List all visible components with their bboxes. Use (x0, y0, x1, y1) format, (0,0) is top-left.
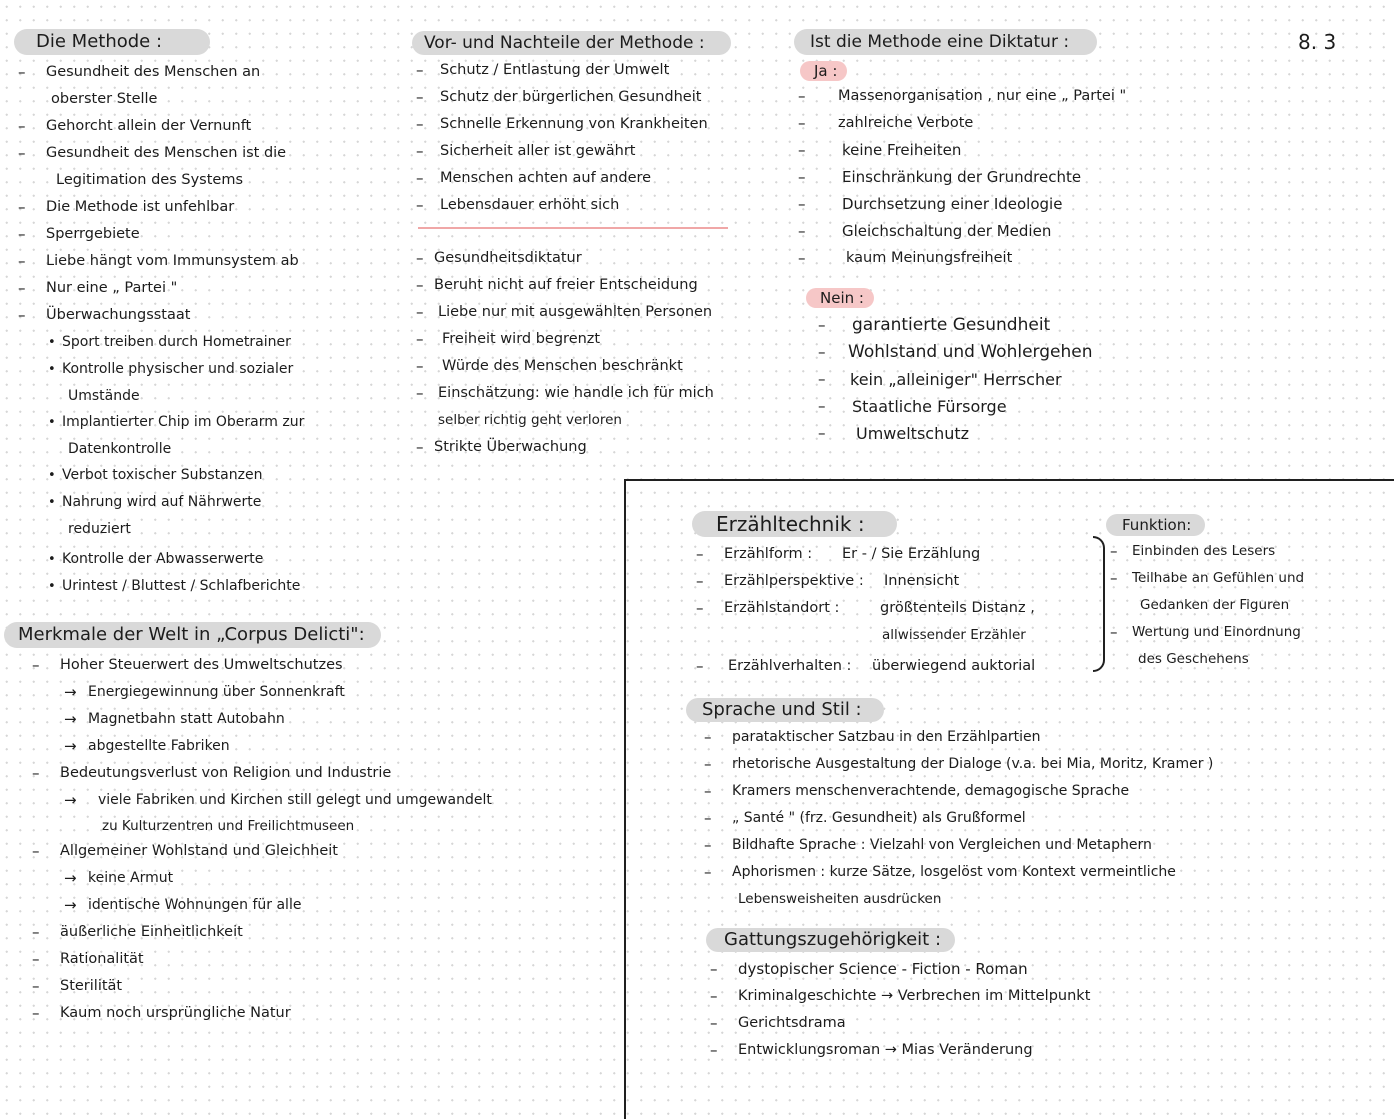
list-item (692, 568, 1092, 595)
ja-list (794, 83, 1274, 272)
funktion-title: Funktion: (1106, 514, 1205, 536)
item-value: Er - / Sie Erzählung (842, 546, 981, 562)
arrow-item: → Magnetbahn statt Autobahn (28, 706, 604, 733)
arrow-item: → viele Fabriken und Kirchen still gelegt und umgewandelt (28, 787, 604, 814)
list-item: – Wertung und Einordnung (1106, 619, 1366, 646)
list-item: – Umweltschutz (814, 420, 1274, 447)
merkmale-list (28, 652, 604, 1027)
merkmale-title: Merkmale der Welt in „Corpus Delicti": (4, 622, 381, 648)
erzaehltechnik-list (692, 541, 1092, 680)
sprache-section (686, 698, 1346, 913)
funktion-list (1106, 538, 1366, 673)
page-number: 8. 3 (1298, 30, 1337, 54)
arrow-item: → identische Wohnungen für alle (28, 892, 604, 919)
list-item: – Beruht nicht auf freier Entscheidung (412, 272, 772, 299)
list-item: – Schutz / Entlastung der Umwelt (412, 57, 772, 84)
list-item: – Würde des Menschen beschränkt (412, 353, 772, 380)
gattung-title: Gattungszugehörigkeit : (706, 928, 955, 952)
list-item: – Staatliche Fürsorge (814, 393, 1274, 420)
methode-section (14, 29, 394, 600)
arrow-item-cont: zu Kulturzentren und Freilichtmuseen (102, 818, 355, 834)
item-value: größtenteils Distanz , (880, 600, 1035, 616)
gattung-list (706, 956, 1346, 1064)
list-item: – Schnelle Erkennung von Krankheiten (412, 111, 772, 138)
list-item (692, 653, 1092, 680)
list-item: – Aphorismen : kurze Sätze, losgelöst vom Kontext vermeintliche (700, 859, 1346, 886)
list-item: – Liebe hängt vom Immunsystem ab (14, 248, 394, 275)
arrow-item: → keine Armut (28, 865, 604, 892)
gattung-section (706, 928, 1346, 1064)
list-item: – Sterilität (28, 973, 604, 1000)
list-item: – Sicherheit aller ist gewährt (412, 138, 772, 165)
list-item-cont: des Geschehens (1138, 651, 1249, 667)
list-item: – Durchsetzung einer Ideologie (794, 191, 1274, 218)
sprache-list (700, 724, 1346, 913)
list-item-cont: oberster Stelle (51, 91, 158, 107)
sub-item-cont: Datenkontrolle (68, 441, 172, 457)
list-item: – Menschen achten auf andere (412, 165, 772, 192)
nachteile-list (412, 245, 772, 461)
list-item: – Hoher Steuerwert des Umweltschutzes (28, 652, 604, 679)
list-item: – Gleichschaltung der Medien (794, 218, 1274, 245)
list-item: – Liebe nur mit ausgewählten Personen (412, 299, 772, 326)
diktatur-section (794, 29, 1274, 447)
ja-label: Ja : (800, 61, 847, 81)
sub-item: • Kontrolle der Abwasserwerte (14, 546, 394, 573)
list-item: – rhetorische Ausgestaltung der Dialoge (v.a. bei Mia, Moritz, Kramer ) (700, 751, 1346, 778)
list-item: – Bedeutungsverlust von Religion und Industrie (28, 760, 604, 787)
list-item: – Einbinden des Lesers (1106, 538, 1366, 565)
methode-title: Die Methode : (14, 29, 210, 55)
sub-item: • Urintest / Bluttest / Schlafberichte (14, 573, 394, 600)
nein-label: Nein : (806, 288, 874, 308)
list-item: – keine Freiheiten (794, 137, 1274, 164)
sub-item-cont: reduziert (68, 521, 131, 537)
list-item (692, 541, 1092, 568)
list-item: – dystopischer Science - Fiction - Roman (706, 956, 1346, 983)
sub-item: • Verbot toxischer Substanzen (14, 462, 394, 489)
arrow-item: → abgestellte Fabriken (28, 733, 604, 760)
list-item: – parataktischer Satzbau in den Erzählpartien (700, 724, 1346, 751)
item-value-cont: allwissender Erzähler (882, 627, 1026, 643)
arrow-item: → Energiegewinnung über Sonnenkraft (28, 679, 604, 706)
sub-item: • Implantierter Chip im Oberarm zur (14, 409, 394, 436)
list-item: – Schutz der bürgerlichen Gesundheit (412, 84, 772, 111)
item-label: Erzählform : (724, 546, 813, 562)
list-item: – Sperrgebiete (14, 221, 394, 248)
list-item: – garantierte Gesundheit (814, 312, 1274, 339)
list-item: – Einschränkung der Grundrechte (794, 164, 1274, 191)
list-item-cont: Legitimation des Systems (56, 172, 243, 188)
list-item: – kaum Meinungsfreiheit (794, 245, 1274, 272)
diktatur-title: Ist die Methode eine Diktatur : (794, 29, 1097, 55)
merkmale-section (4, 622, 604, 1027)
list-item: – Allgemeiner Wohlstand und Gleichheit (28, 838, 604, 865)
list-item: – äußerliche Einheitlichkeit (28, 919, 604, 946)
item-value: überwiegend auktorial (872, 658, 1036, 674)
list-item: – Bildhafte Sprache : Vielzahl von Vergleichen und Metaphern (700, 832, 1346, 859)
list-item: – Die Methode ist unfehlbar (14, 194, 394, 221)
list-item: – Entwicklungsroman → Mias Veränderung (706, 1037, 1346, 1064)
list-item (692, 595, 1092, 622)
list-item-cont: selber richtig geht verloren (438, 412, 622, 428)
item-label: Erzählverhalten : (728, 658, 852, 674)
list-item: – Gerichtsdrama (706, 1010, 1346, 1037)
list-item: – Nur eine „ Partei " (14, 275, 394, 302)
item-label: Erzählperspektive : (724, 573, 864, 589)
list-item-cont: Gedanken der Figuren (1140, 597, 1290, 613)
list-item: – Strikte Überwachung (412, 434, 772, 461)
item-label: Erzählstandort : (724, 600, 840, 616)
list-item: – Freiheit wird begrenzt (412, 326, 772, 353)
nein-list (814, 312, 1274, 447)
list-item: – Lebensdauer erhöht sich (412, 192, 772, 219)
list-item-cont: Lebensweisheiten ausdrücken (738, 891, 942, 907)
vornach-title: Vor- und Nachteile der Methode : (412, 31, 731, 55)
list-item: – kein „alleiniger" Herrscher (814, 366, 1274, 393)
erzaehltechnik-section (692, 511, 1092, 680)
list-item: – Überwachungsstaat (14, 302, 394, 329)
list-item: – zahlreiche Verbote (794, 110, 1274, 137)
list-item: – Wohlstand und Wohlergehen (814, 339, 1274, 366)
sub-item: • Sport treiben durch Hometrainer (14, 329, 394, 356)
sub-item: • Nahrung wird auf Nährwerte (14, 489, 394, 516)
list-item: – Rationalität (28, 946, 604, 973)
list-item: – Gehorcht allein der Vernunft (14, 113, 394, 140)
sub-item-cont: Umstände (68, 388, 140, 404)
methode-list (14, 59, 394, 600)
sub-item: • Kontrolle physischer und sozialer (14, 356, 394, 383)
list-item: – Teilhabe an Gefühlen und (1106, 565, 1366, 592)
list-item: – Gesundheit des Menschen ist die (14, 140, 394, 167)
divider (418, 227, 728, 229)
item-value: Innensicht (884, 573, 960, 589)
vornach-section (412, 31, 772, 219)
list-item: – Kriminalgeschichte → Verbrechen im Mittelpunkt (706, 983, 1346, 1010)
list-item: – Massenorganisation , nur eine „ Partei " (794, 83, 1274, 110)
list-item: – Einschätzung: wie handle ich für mich (412, 380, 772, 407)
list-item: – „ Santé " (frz. Gesundheit) als Grußformel (700, 805, 1346, 832)
erzaehltechnik-title: Erzähltechnik : (692, 511, 897, 537)
funktion-section (1106, 514, 1366, 673)
brace (1093, 536, 1105, 672)
list-item: – Gesundheitsdiktatur (412, 245, 772, 272)
sprache-title: Sprache und Stil : (686, 698, 884, 722)
list-item: – Kramers menschenverachtende, demagogische Sprache (700, 778, 1346, 805)
vorteile-list (412, 57, 772, 219)
list-item: – Gesundheit des Menschen an (14, 59, 394, 86)
list-item: – Kaum noch ursprüngliche Natur (28, 1000, 604, 1027)
